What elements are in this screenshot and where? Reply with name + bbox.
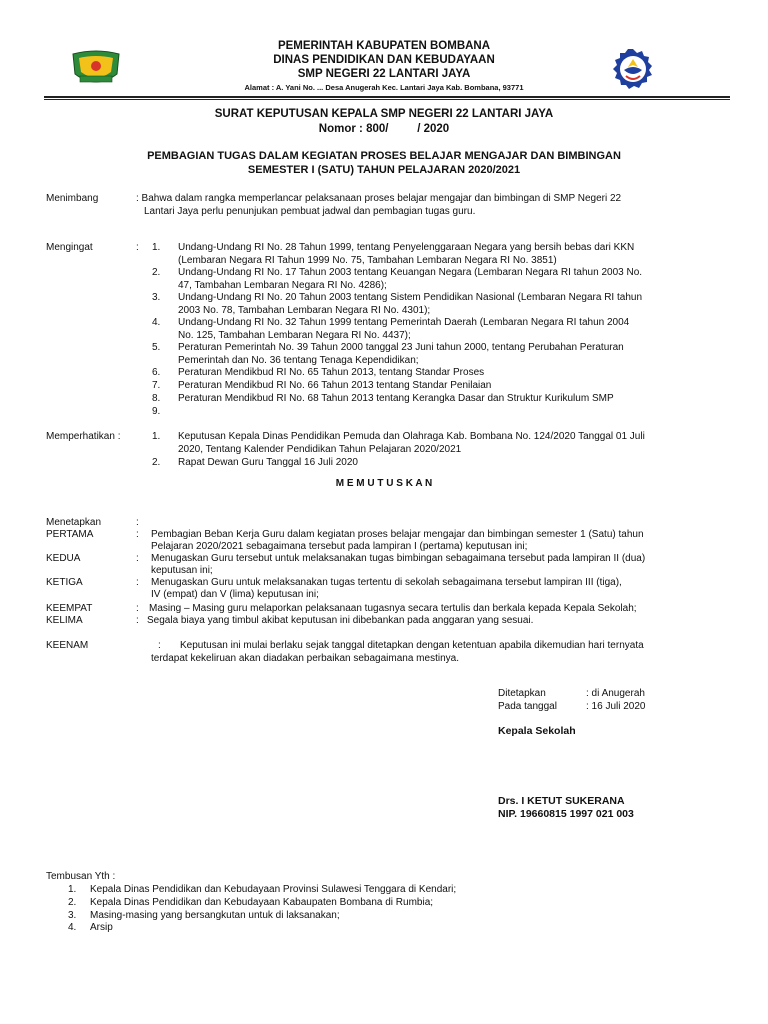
memperhatikan-label: Memperhatikan : [46, 431, 121, 442]
ditetapkan-value: : di Anugerah [586, 688, 645, 699]
tanggal-value: : 16 Juli 2020 [586, 701, 646, 712]
header-divider-thin [44, 99, 730, 100]
kedua-text: keputusan ini; [151, 565, 213, 576]
memperhatikan-num: 1. [152, 431, 161, 442]
memutuskan-heading: M E M U T U S K A N [335, 478, 433, 489]
signer-name: Drs. I KETUT SUKERANA [498, 795, 625, 807]
mengingat-item-text: Peraturan Pemerintah No. 39 Tahun 2000 tanggal 23 Juni tahun 2000, tentang Perubahan Peraturan [178, 342, 624, 353]
mengingat-item-text: Undang-Undang RI No. 17 Tahun 2003 tentang Keuangan Negara (Lembaran Negara RI tahun 2003 No. [178, 267, 643, 278]
tembusan-num: 4. [68, 922, 77, 933]
memperhatikan-item-text: 2020, Tentang Kalender Pendidikan Tahun Pelajaran 2020/2021 [178, 444, 462, 455]
tembusan-num: 2. [68, 897, 77, 908]
ditetapkan-label: Ditetapkan [498, 688, 546, 699]
ketiga-colon: : [136, 577, 139, 588]
tembusan-num: 3. [68, 910, 77, 921]
mengingat-item-text: 2003 No. 78, Tambahan Lembaran Negara RI No. 4301); [178, 305, 431, 316]
menimbang-text-line1: : Bahwa dalam rangka memperlancar pelaksanaan proses belajar mengajar dan bimbingan di SMP Negeri 22 [136, 193, 622, 204]
keenam-text: Keputusan ini mulai berlaku sejak tanggal ditetapkan dengan ketentuan apabila dikemudian hari ternyata [180, 640, 644, 651]
ketiga-text: Menugaskan Guru untuk melaksanakan tugas tertentu di sekolah sebagaimana tersebut lampiran III (tiga), [151, 577, 622, 588]
decree-subject-line2: SEMESTER I (SATU) TAHUN PELAJARAN 2020/2021 [247, 164, 521, 176]
ketiga-label: KETIGA [46, 577, 83, 588]
kedua-label: KEDUA [46, 553, 81, 564]
menimbang-text-line2: Lantari Jaya perlu penunjukan pembuat jadwal dan pembagian tugas guru. [144, 206, 476, 217]
header-address: Alamat : A. Yani No. ... Desa Anugerah Kec. Lantari Jaya Kab. Bombana, 93771 [244, 83, 524, 92]
keenam-text: terdapat kekeliruan akan diadakan perbaikan sebagaimana mestinya. [151, 653, 459, 664]
mengingat-item-text: (Lembaran Negara RI Tahun 1999 No. 75, Tambahan Lembaran Negara RI No. 3851) [178, 255, 557, 266]
mengingat-item-text: Peraturan Mendikbud RI No. 68 Tahun 2013 tentang Kerangka Dasar dan Struktur Kurikulum SMP [178, 393, 614, 404]
pertama-label: PERTAMA [46, 529, 94, 540]
tembusan-item: Kepala Dinas Pendidikan dan Kebudayaan Kabaupaten Bombana di Rumbia; [90, 897, 434, 908]
kelima-label: KELIMA [46, 615, 83, 626]
decree-subject-line1: PEMBAGIAN TUGAS DALAM KEGIATAN PROSES BELAJAR MENGAJAR DAN BIMBINGAN [147, 150, 621, 162]
mengingat-num: 1. [152, 242, 161, 253]
mengingat-item-text: 47, Tambahan Lembaran Negara RI No. 4286); [178, 280, 387, 291]
mengingat-item-text: Undang-Undang RI No. 32 Tahun 1999 tentang Pemerintah Daerah (Lembaran Negara RI tahun 2004 [178, 317, 630, 328]
kelima-colon: : [136, 615, 139, 626]
memperhatikan-item-text: Keputusan Kepala Dinas Pendidikan Pemuda dan Olahraga Kab. Bombana No. 124/2020 Tanggal 01 Juli [178, 431, 645, 442]
header-government: PEMERINTAH KABUPATEN BOMBANA [277, 40, 491, 52]
memperhatikan-item-text: Rapat Dewan Guru Tanggal 16 Juli 2020 [178, 457, 358, 468]
mengingat-item-text: No. 125, Tambahan Lembaran Negara RI No. 4437); [178, 330, 411, 341]
tanggal-label: Pada tanggal [498, 701, 557, 712]
tembusan-num: 1. [68, 884, 77, 895]
mengingat-num: 9. [152, 406, 161, 417]
ketiga-text: IV (empat) dan V (lima) keputusan ini; [151, 589, 319, 600]
mengingat-num: 5. [152, 342, 161, 353]
mengingat-num: 7. [152, 380, 161, 391]
mengingat-num: 8. [152, 393, 161, 404]
pertama-text: Pembagian Beban Kerja Guru dalam kegiatan proses belajar mengajar dan bimbingan semester 1 (Satu) tahun [151, 529, 644, 540]
tembusan-item: Kepala Dinas Pendidikan dan Kebudayaan Provinsi Sulawesi Tenggara di Kendari; [90, 884, 457, 895]
menetapkan-label: Menetapkan [46, 517, 102, 528]
mengingat-label: Mengingat [46, 242, 93, 253]
mengingat-item-text: Undang-Undang RI No. 28 Tahun 1999, tentang Penyelenggaraan Negara yang bersih bebas dari KKN [178, 242, 635, 253]
decree-title: SURAT KEPUTUSAN KEPALA SMP NEGERI 22 LANTARI JAYA [214, 108, 554, 120]
keenam-label: KEENAM [46, 640, 89, 651]
mengingat-colon: : [136, 242, 139, 253]
mengingat-num: 4. [152, 317, 161, 328]
mengingat-item-text: Pemerintah dan No. 36 tentang Tenaga Kependidikan; [178, 355, 419, 366]
decree-number: Nomor : 800/ / 2020 [318, 123, 450, 135]
mengingat-num: 3. [152, 292, 161, 303]
kedua-colon: : [136, 553, 139, 564]
tembusan-item: Masing-masing yang bersangkutan untuk di laksanakan; [90, 910, 340, 921]
keempat-colon: : [136, 603, 139, 614]
kedua-text: Menugaskan Guru tersebut untuk melaksanakan tugas bimbingan sebagaimana tersebut pada lampiran II (dua) [151, 553, 646, 564]
header-divider [44, 96, 730, 98]
mengingat-item-text: Peraturan Mendikbud RI No. 65 Tahun 2013, tentang Standar Proses [178, 367, 485, 378]
keempat-text: Masing – Masing guru melaporkan pelaksanaan tugasnya secara tertulis dan berkala kepada Kepala Sekolah; [149, 603, 637, 614]
mengingat-num: 6. [152, 367, 161, 378]
mengingat-item-text: Undang-Undang RI No. 20 Tahun 2003 tentang Sistem Pendidikan Nasional (Lembaran Negara RI tahun [178, 292, 643, 303]
tembusan-item: Arsip [90, 922, 113, 933]
keenam-colon: : [158, 640, 161, 651]
tembusan-label: Tembusan Yth : [46, 871, 116, 882]
menetapkan-colon: : [136, 517, 139, 528]
header-school: SMP NEGERI 22 LANTARI JAYA [297, 68, 471, 80]
pertama-text: Pelajaran 2020/2021 sebagaimana tersebut pada lampiran I (pertama) keputusan ini; [151, 541, 528, 552]
memperhatikan-num: 2. [152, 457, 161, 468]
signer-position: Kepala Sekolah [498, 725, 576, 737]
mengingat-item-text: Peraturan Mendikbud RI No. 66 Tahun 2013 tentang Standar Penilaian [178, 380, 492, 391]
menimbang-label: Menimbang [46, 193, 99, 204]
kelima-text: Segala biaya yang timbul akibat keputusan ini dibebankan pada anggaran yang sesuai. [147, 615, 534, 626]
keempat-label: KEEMPAT [46, 603, 93, 614]
header-department: DINAS PENDIDIKAN DAN KEBUDAYAAN [273, 54, 495, 66]
pertama-colon: : [136, 529, 139, 540]
mengingat-num: 2. [152, 267, 161, 278]
signer-nip: NIP. 19660815 1997 021 003 [498, 808, 634, 820]
